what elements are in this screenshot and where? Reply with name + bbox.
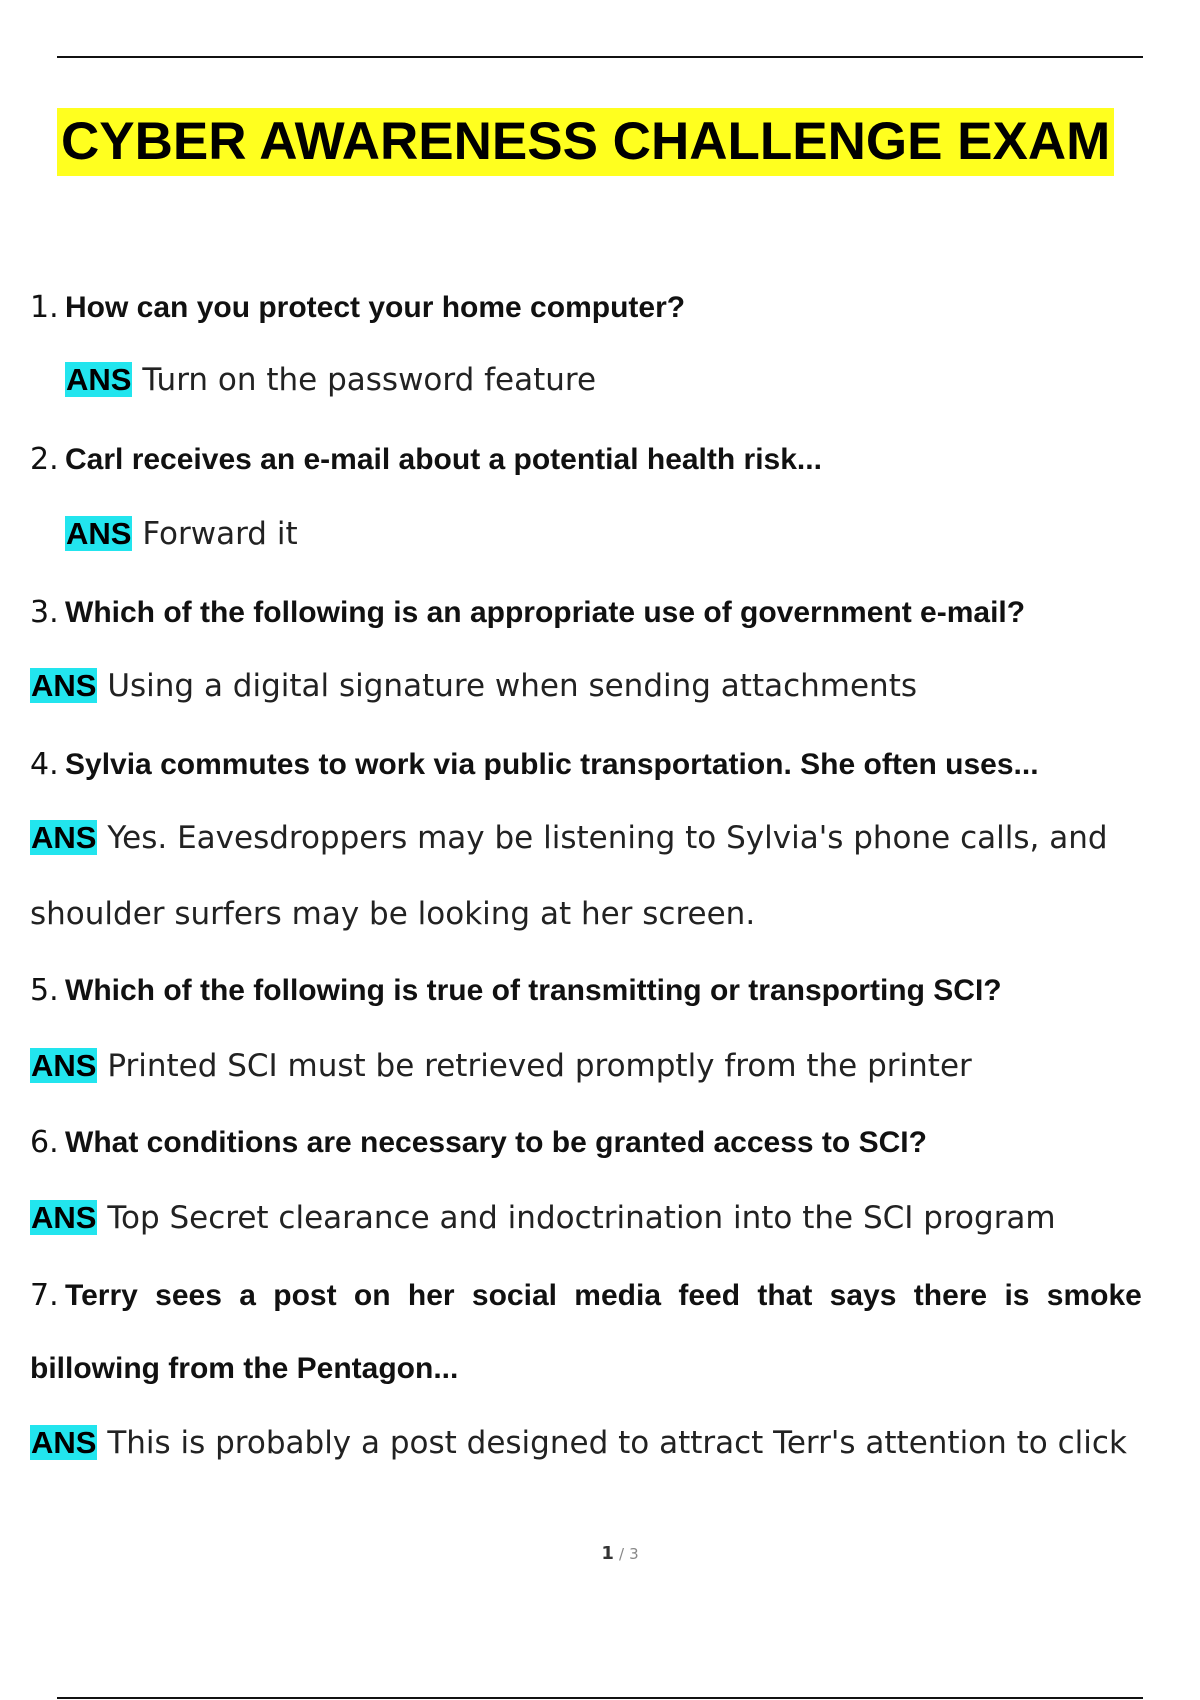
question-number: 6.: [30, 1125, 59, 1160]
question-6: [30, 1125, 927, 1160]
question-text-line1: Terry sees a post on her social media feed that says there is smoke: [65, 1279, 1142, 1312]
answer-text: Using a digital signature when sending attachments: [107, 668, 918, 704]
question-text: How can you protect your home computer?: [65, 291, 686, 324]
ans-label: ANS: [31, 668, 97, 703]
answer-text: Forward it: [142, 516, 298, 552]
top-rule: [57, 56, 1143, 58]
ans-label: ANS: [31, 1425, 97, 1460]
question-2: [30, 442, 822, 477]
question-number: 7.: [30, 1278, 59, 1313]
answer-4: [30, 820, 1108, 856]
question-4: [30, 747, 1039, 782]
question-3: [30, 595, 1025, 630]
question-number: 3.: [30, 595, 59, 630]
question-text: Which of the following is true of transmitting or transporting SCI?: [65, 974, 1002, 1007]
ans-label: ANS: [31, 1200, 97, 1235]
question-text: Sylvia commutes to work via public transportation. She often uses...: [65, 748, 1039, 781]
question-number: 5.: [30, 973, 59, 1008]
answer-6: [30, 1200, 1056, 1236]
page-indicator: [0, 1543, 1200, 1564]
answer-text: Printed SCI must be retrieved promptly from the printer: [107, 1048, 972, 1084]
question-number: 1.: [30, 290, 59, 325]
total-pages: 3: [629, 1545, 639, 1563]
question-text: Which of the following is an appropriate use of government e-mail?: [65, 596, 1026, 629]
answer-4-continued: shoulder surfers may be looking at her screen.: [30, 896, 756, 932]
question-7: [30, 1278, 1200, 1313]
answer-text: This is probably a post designed to attract Terr's attention to click: [107, 1425, 1127, 1461]
question-number: 4.: [30, 747, 59, 782]
question-number: 2.: [30, 442, 59, 477]
answer-3: [30, 668, 917, 704]
answer-text: Top Secret clearance and indoctrination into the SCI program: [107, 1200, 1056, 1236]
answer-1: [65, 362, 596, 398]
bottom-rule: [57, 1697, 1143, 1699]
answer-2: [65, 516, 298, 552]
ans-label: ANS: [31, 820, 97, 855]
answer-7: [30, 1425, 1127, 1461]
document-title: CYBER AWARENESS CHALLENGE EXAM: [57, 108, 1114, 176]
answer-text: Turn on the password feature: [142, 362, 597, 398]
current-page: 1: [601, 1543, 614, 1564]
question-text: Carl receives an e-mail about a potential health risk...: [65, 443, 822, 476]
answer-text-line1: Yes. Eavesdroppers may be listening to Sylvia's phone calls, and: [107, 820, 1108, 856]
ans-label: ANS: [66, 362, 132, 397]
ans-label: ANS: [66, 516, 132, 551]
page-separator: /: [618, 1545, 625, 1563]
question-1: [30, 290, 685, 325]
ans-label: ANS: [31, 1048, 97, 1083]
question-text: What conditions are necessary to be granted access to SCI?: [65, 1126, 927, 1159]
question-5: [30, 973, 1002, 1008]
answer-5: [30, 1048, 972, 1084]
question-7-continued: billowing from the Pentagon...: [30, 1352, 459, 1385]
